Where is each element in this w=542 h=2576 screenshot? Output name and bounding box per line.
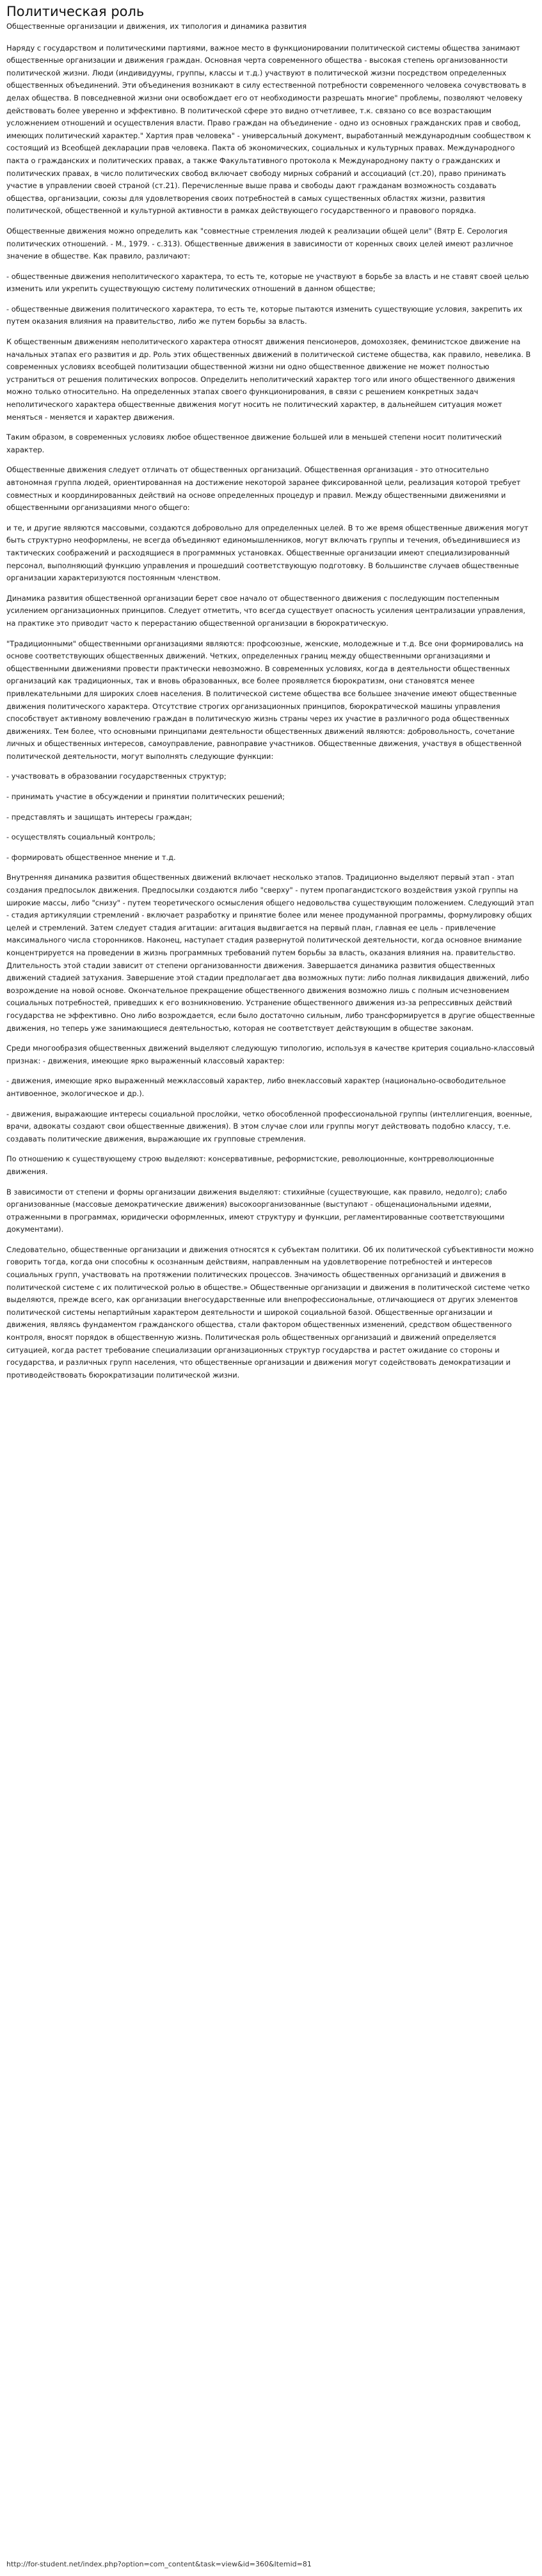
paragraph: - общественные движения неполитического характера, то есть те, которые не участвуют в борьбе за власть и не ставят своей целью изменить или укрепить существующую систему политических отношений в данном обществе;: [6, 271, 529, 294]
list-item: - участвовать в образовании государственных структур;: [6, 772, 227, 781]
list-item: - формировать общественное мнение и т.д.: [6, 852, 176, 862]
list-item: - представлять и защищать интересы граждан;: [6, 812, 193, 822]
paragraph: Общественные движения можно определить как "совместные стремления людей к реализации общей цели" (Вятр Е. Серология политических отношений. - М., 1979. - с.313). Общественные движения в зависимости от коренных своих целей имеют различное значение в обществе. Как правило, различают:: [6, 226, 513, 261]
document-body: [6, 42, 536, 1382]
paragraph: - движения, имеющие ярко выраженный межклассовый характер, либо внеклассовый характер (национально-освободительное антивоенное, экологическое и др.).: [6, 1076, 506, 1098]
paragraph: Таким образом, в современных условиях любое общественное движение большей или в меньшей степени носит политический характер.: [6, 433, 502, 454]
list-item: - принимать участие в обсуждении и принятии политических решений;: [6, 792, 285, 802]
paragraph: Динамика развития общественной организации берет свое начало от общественного движения с последующим постепенным усилением организационных принципов. Следует отметить, что всегда существует опасность усиления централизации управления, на практике это приводит часто к перерастанию общественной организации в бюрократическую.: [6, 593, 525, 628]
source-url: http://for-student.net/index.php?option=com_content&task=view&id=360&Itemid=81: [6, 2560, 312, 2569]
list-item: - осуществлять социальный контроль;: [6, 832, 155, 842]
paragraph: По отношению к существующему строю выделяют: консервативные, реформистские, революционные, контрреволюционные движения.: [6, 1154, 495, 1176]
paragraph: В зависимости от степени и формы организации движения выделяют: стихийные (существующие, как правило, недолго); слабо организованные (массовые демократические движения) высокоорганизованные (выступают - общенациональными идеями, отраженными в программах, юридически оформленных, имеют структуру и функции, регламентированные соответствующими документами).: [6, 1187, 507, 1234]
document-subtitle: Общественные организации и движения, их типология и динамика развития: [6, 22, 307, 31]
paragraph: Общественные движения следует отличать от общественных организаций. Общественная организация - это относительно автономная группа людей, ориентированная на достижение некоторой заранее фиксированной цели, реализация которой требует совместных и координированных действий на основе определенных процедур и правил. Между общественными движениями и общественными организациями много общего:: [6, 465, 521, 513]
paragraph: - движения, выражающие интересы социальной прослойки, четко обособленной профессиональной группы (интеллигенция, военные, врачи, адвокаты создают свои общественные движения). В этом случае слои или группы могут действовать подобно классу, т.е. создавать политические движения, выражающие их групповые стремления.: [6, 1109, 532, 1143]
paragraph: Следовательно, общественные организации и движения относятся к субъектам политики. Об их политической субъективности можно говорить тогда, когда они способны к осознанным действиям, направленным на удовлетворение потребностей и интересов социальных групп, участвовать на протяжении политических процессов. Значимость общественных организаций и движения в политической системе с их политической ролью в обществе.» Общественные организации и движения в политической системе четко выделяются, прежде всего, как организации внегосударственные или внепрофессиональные, отличающиеся от других элементов политической системы непартийным характером деятельности и широкой социальной базой. Общественные организации и движения, являясь фундаментом гражданского общества, стали фактором общественных изменений, средством общественного контроля, вносят порядок в общественную жизнь. Политическая роль общественных организаций и движений определяется ситуацией, когда растет требование специализации организационных структур государства и растет ожидание со стороны и государства, и различных групп населения, что общественные организации и движения могут содействовать демократизации и противодействовать бюрократизации политической жизни.: [6, 1244, 534, 1379]
paragraph: К общественным движениям неполитического характера относят движения пенсионеров, домохозяек, феминистское движение на начальных этапах его развития и др. Роль этих общественных движений в политической системе общества, как правило, невелика. В современных условиях всеобщей политизации общественной жизни ни одно общественное движение не может полностью устраниться от решения политических вопросов. Определить неполитический характер того или иного общественного движения можно только относительно. На определенных этапах своего функционирования, в связи с решением конкретных задач неполитического характера общественные движения могут носить не политический характер, в дальнейшем ситуация может меняться - меняется и характер движения.: [6, 337, 531, 422]
paragraph: "Традиционными" общественными организациями являются: профсоюзные, женские, молодежные и т.д. Все они формировались на основе соответствующих общественных движений. Четких, определенных границ между общественными организациями и общественными движениями провести практически невозможно. В современных условиях, когда в деятельности общественных организаций как традиционных, так и вновь образованных, все более проявляется бюрократизм, они становятся менее привлекательными для широких слоев населения. В политической системе общества все большее значение имеют общественные движения политического характера. Отсутствие строгих организационных принципов, бюрократической машины управления способствует активному вовлечению граждан в политическую жизнь страны через их участие в различного рода общественных движениях. Тем более, что основными принципами деятельности общественных движений являются: добровольность, сочетание личных и общественных интересов, самоуправление, равноправие участников. Общественные движения, участвуя в общественной политической деятельности, могут выполнять следующие функции:: [6, 639, 524, 761]
paragraph: Среди многообразия общественных движений выделяют следующую типологию, используя в качестве критерия социально-классовый признак: - движения, имеющие ярко выраженный классовый характер:: [6, 1044, 535, 1065]
page-title: Политическая роль: [6, 4, 145, 19]
paragraph: и те, и другие являются массовыми, создаются добровольно для определенных целей. В то же время общественные движения могут быть структурно неоформлены, не всегда объединяют единомышленников, могут включать группы и течения, объединившиеся из тактических соображений и расходящиеся в программных установках. Общественные организации имеют специализированный персонал, выполняющий функцию управления и прошедший соответствующую подготовку. В большинстве случаев общественные организации характеризуются постоянным членством.: [6, 523, 529, 583]
paragraph: Наряду с государством и политическими партиями, важное место в функционировании политической системы общества занимают общественные организации и движения граждан. Основная черта современного общества - высокая степень организованности политической жизни. Люди (индивидуумы, группы, классы и т.д.) участвуют в политической жизни посредством определенных общественных объединений. Эти объединения возникают в силу естественной потребности современного человека сочувствовать в делах общества. В повседневной жизни они освобождает его от необходимости разрешать многие" проблемы, позволяют человеку действовать более уверенно и эффективно. В политической сфере это видно отчетливее, т.к. связано со все возрастающим усложнением отношений и осуществления власти. Право граждан на объединение - одно из основных гражданских прав и свобод, имеющих политический характер." Хартия прав человека" - универсальный документ, выработанный международным сообществом к состоящий из Всеобщей декларации прав человека. Пакта об экономических, социальных и культурных правах. Международного пакта о гражданских и политических правах, а также Факультативного протокола к Международному пакту о гражданских и политических правах, в число политических свобод включает свободу мирных собраний и ассоциаций (ст.20), право принимать участие в управлении своей страной (ст.21). Перечисленные выше права и свободы дают гражданам возможность создавать общества, организации, союзы для удовлетворения своих потребностей в самых существенных областях жизни, развития политической, общественной и культурной активности в рамках действующего государственного и правового порядка.: [6, 43, 531, 216]
paragraph: - общественные движения политического характера, то есть те, которые пытаются изменить существующие условия, закрепить их путем оказания влияния на правительство, либо же путем борьбы за власть.: [6, 304, 523, 326]
paragraph: Внутренняя динамика развития общественных движений включает несколько этапов. Традиционно выделяют первый этап - этап создания предпосылок движения. Предпосылки создаются либо "сверху" - путем пропагандистского воздействия узкой группы на широкие массы, либо "снизу" - путем теоретического осмысления общего недовольства существующим положением. Следующий этап - стадия артикуляции стремлений - включает разработку и принятие более или менее продуманной программы, формулировку общих целей и стремлений. Затем следует стадия агитации: агитация выдвигается на первый план, главная ее цель - привлечение максимального числа сторонников. Наконец, наступает стадия развернутой политической деятельности, когда основное внимание концентрируется на проведении в жизнь программных требований путем борьбы за власть, оказания влияния на. правительство. Длительность этой стадии зависит от степени организованности движения. Завершается динамика развития общественных движений стадией затухания. Завершение этой стадии предполагает два возможных пути: либо полная ликвидация движений, либо возрождение на новой основе. Окончательное прекращение общественного движения возможно лишь с полным исчезновением социальных потребностей, приведших к его возникновению. Устранение общественного движения из-за репрессивных действий государства не эффективно. Оно либо возрождается, если было достаточно сильным, либо трансформируется в другие общественные движения, но теперь уже занимающиеся деятельностью, которая не соответствует действующим в обществе законам.: [6, 873, 535, 1033]
